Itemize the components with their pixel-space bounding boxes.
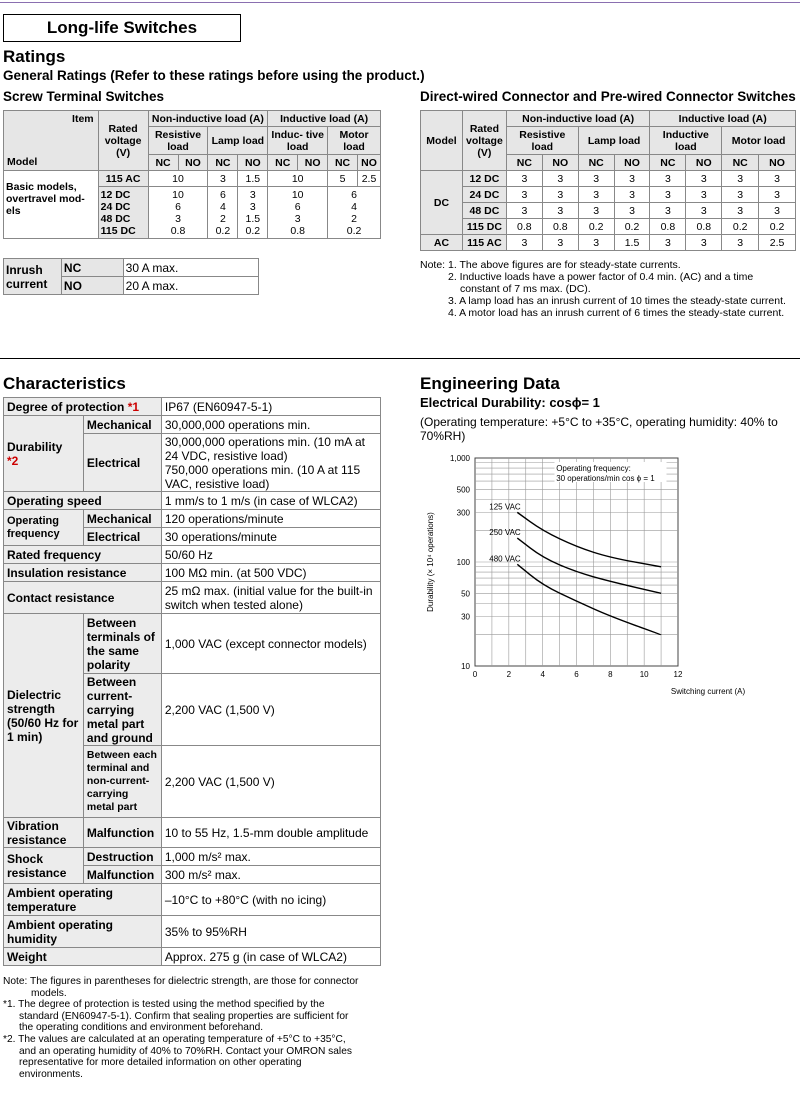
note-line: constant of 7 ms max. (DC). bbox=[460, 283, 591, 295]
footnote-mark: *1 bbox=[127, 399, 140, 414]
note-line: standard (EN60947-5-1). Confirm that sealing properties are sufficient for bbox=[19, 1010, 349, 1022]
cell: 3 bbox=[542, 187, 578, 203]
direct-notes bbox=[420, 259, 800, 319]
cell-value: 3 bbox=[175, 212, 181, 225]
durability-mechanical-label: Mechanical bbox=[83, 416, 161, 434]
cell: 5 bbox=[328, 171, 358, 187]
inrush-label: Inrush current bbox=[4, 259, 62, 295]
note-line: representative for more detailed information on other operating bbox=[19, 1057, 302, 1069]
ambient-humidity-value: 35% to 95%RH bbox=[161, 916, 380, 948]
inrush-no-label: NO bbox=[61, 277, 123, 295]
note-line: *2. The values are calculated at an operating temperature of +5°C to +35°C, bbox=[3, 1033, 346, 1045]
nc-header: NC bbox=[148, 155, 178, 171]
weight-value: Approx. 275 g (in case of WLCA2) bbox=[161, 948, 380, 966]
note-line: environments. bbox=[19, 1068, 83, 1080]
note-line: 2. Inductive loads have a power factor of 0.4 min. (AC) and a time bbox=[448, 271, 754, 283]
chart-annotation: Operating frequency: bbox=[556, 464, 631, 473]
durability-label bbox=[4, 416, 84, 492]
cell: 10 bbox=[148, 171, 208, 187]
direct-header-noninductive: Non-inductive load (A) bbox=[506, 111, 650, 127]
voltage-dc-list bbox=[98, 187, 148, 239]
inrush-no-value: 20 A max. bbox=[123, 277, 258, 295]
cell: 0.2 bbox=[578, 219, 614, 235]
cell: 3 bbox=[542, 203, 578, 219]
cell: 0.2 bbox=[759, 219, 796, 235]
cell: 2.5 bbox=[357, 171, 380, 187]
lamp-no-dc-cell bbox=[238, 187, 268, 239]
op-freq-mechanical-value: 120 operations/minute bbox=[161, 510, 380, 528]
cell-value: 10 bbox=[291, 188, 304, 201]
x-tick-label: 12 bbox=[673, 670, 683, 679]
cell: 3 bbox=[686, 187, 722, 203]
voltage-12dc: 12 DC bbox=[100, 188, 131, 201]
cell: 3 bbox=[506, 203, 542, 219]
dielectric-sub-1: Between terminals of the same polarity bbox=[83, 614, 161, 674]
dielectric-value-3: 2,200 VAC (1,500 V) bbox=[161, 746, 380, 818]
cell: 3 bbox=[506, 171, 542, 187]
cell: 3 bbox=[722, 171, 759, 187]
insulation-label: Insulation resistance bbox=[4, 564, 162, 582]
lamp-nc-dc-cell bbox=[208, 187, 238, 239]
motor-dc-cell bbox=[328, 187, 381, 239]
cell: 0.2 bbox=[722, 219, 759, 235]
cell: 3 bbox=[578, 187, 614, 203]
note-line: the operating conditions and environment beforehand. bbox=[19, 1022, 264, 1034]
direct-wired-table bbox=[420, 110, 796, 251]
dielectric-sub-3: Between each terminal and non-current-carrying metal part bbox=[83, 746, 161, 818]
op-freq-electrical-label: Electrical bbox=[83, 528, 161, 546]
ambient-temp-value: –10°C to +80°C (with no icing) bbox=[161, 884, 380, 916]
cell: 3 bbox=[650, 187, 686, 203]
durability-chart bbox=[420, 448, 800, 708]
screw-title: Screw Terminal Switches bbox=[3, 89, 165, 104]
value-line: 30,000,000 operations min. (10 mA at 24 VDC, resistive load) bbox=[164, 434, 365, 463]
note-line: and an operating humidity of 40% to 70%RH. Contact your OMRON sales bbox=[19, 1045, 352, 1057]
cell: 2.5 bbox=[759, 235, 796, 251]
cell: 3 bbox=[542, 235, 578, 251]
cell-value: 3 bbox=[249, 200, 256, 213]
op-freq-mechanical-label: Mechanical bbox=[83, 510, 161, 528]
x-tick-label: 8 bbox=[608, 670, 613, 679]
characteristics-notes bbox=[3, 976, 383, 1080]
cell: 3 bbox=[578, 171, 614, 187]
cell: 0.8 bbox=[650, 219, 686, 235]
dielectric-label: Dielectric strength (50/60 Hz for 1 min) bbox=[4, 614, 84, 818]
vibration-label: Vibration resistance bbox=[4, 818, 84, 848]
cell: 3 bbox=[722, 203, 759, 219]
header-noninductive: Non-inductive load (A) bbox=[148, 111, 268, 127]
shock-value-1: 1,000 m/s² max. bbox=[161, 848, 380, 866]
characteristics-heading: Characteristics bbox=[3, 374, 126, 393]
cell-value: 3 bbox=[249, 188, 256, 201]
direct-voltage: 24 DC bbox=[462, 187, 506, 203]
cell: 3 bbox=[542, 171, 578, 187]
x-tick-label: 4 bbox=[540, 670, 545, 679]
cell: 10 bbox=[268, 171, 328, 187]
rated-freq-value: 50/60 Hz bbox=[161, 546, 380, 564]
op-freq-label: Operating frequency bbox=[4, 510, 84, 546]
cell: 0.8 bbox=[686, 219, 722, 235]
cell: 3 bbox=[686, 235, 722, 251]
cell-value: 0.8 bbox=[290, 224, 305, 237]
model-label: Basic models, overtravel mod- els bbox=[4, 171, 99, 239]
durability-label-text: Durability bbox=[7, 439, 63, 454]
chart-ylabel: Durability (× 10⁴ operations) bbox=[426, 512, 435, 612]
x-tick-label: 6 bbox=[574, 670, 579, 679]
durability-electrical-value bbox=[161, 434, 380, 492]
nc-header: NC bbox=[208, 155, 238, 171]
chart-series bbox=[489, 502, 661, 634]
header-model: Model bbox=[7, 156, 38, 168]
no-header: NO bbox=[178, 155, 208, 171]
cell: 3 bbox=[650, 235, 686, 251]
protection-value: IP67 (EN60947-5-1) bbox=[161, 398, 380, 416]
cell: 3 bbox=[614, 203, 650, 219]
cell: 1.5 bbox=[614, 235, 650, 251]
vibration-value: 10 to 55 Hz, 1.5-mm double amplitude bbox=[161, 818, 380, 848]
cell-value: 6 bbox=[219, 188, 226, 201]
nc-header: NC bbox=[650, 155, 686, 171]
nc-header: NC bbox=[506, 155, 542, 171]
section-divider bbox=[0, 358, 800, 359]
cell-value: 6 bbox=[351, 188, 357, 201]
note-line: 3. A lamp load has an inrush current of 10 times the steady-state current. bbox=[448, 295, 786, 307]
header-item: Item bbox=[72, 113, 94, 125]
series-label: 125 VAC bbox=[489, 502, 521, 512]
series-label: 480 VAC bbox=[489, 554, 521, 564]
no-header: NO bbox=[238, 155, 268, 171]
nc-header: NC bbox=[578, 155, 614, 171]
direct-header-motor: Motor load bbox=[722, 127, 796, 155]
header-inductive: Inductive load (A) bbox=[268, 111, 381, 127]
header-motor: Motor load bbox=[328, 127, 381, 155]
nc-header: NC bbox=[268, 155, 298, 171]
series-line bbox=[517, 512, 661, 566]
cell-value: 2 bbox=[351, 212, 357, 225]
chart-annotation: 30 operations/min cos ϕ = 1 bbox=[556, 474, 655, 483]
op-freq-electrical-value: 30 operations/minute bbox=[161, 528, 380, 546]
direct-title: Direct-wired Connector and Pre-wired Connector Switches bbox=[420, 89, 796, 104]
voltage-115dc: 115 DC bbox=[100, 224, 136, 237]
note-line: Note: 1. The above figures are for steady-state currents. bbox=[420, 259, 681, 271]
voltage-115ac: 115 AC bbox=[98, 171, 148, 187]
header-resistive: Resistive load bbox=[148, 127, 208, 155]
cell: 3 bbox=[759, 187, 796, 203]
weight-label: Weight bbox=[4, 948, 162, 966]
shock-label: Shock resistance bbox=[4, 848, 84, 884]
cell: 3 bbox=[650, 203, 686, 219]
direct-header-rated: Rated voltage (V) bbox=[462, 111, 506, 171]
shock-sub-2: Malfunction bbox=[83, 866, 161, 884]
y-tick-label: 30 bbox=[461, 612, 470, 622]
shock-sub-1: Destruction bbox=[83, 848, 161, 866]
cell-value: 0.2 bbox=[346, 224, 362, 237]
cell-value: 1.5 bbox=[245, 212, 261, 225]
cell: 3 bbox=[722, 187, 759, 203]
cell: 3 bbox=[614, 187, 650, 203]
x-tick-label: 0 bbox=[472, 670, 478, 679]
vibration-sub: Malfunction bbox=[83, 818, 161, 848]
header-lamp: Lamp load bbox=[208, 127, 268, 155]
note-line: 4. A motor load has an inrush current of 6 times the steady-state current. bbox=[448, 307, 785, 319]
ratings-heading: Ratings bbox=[3, 47, 66, 66]
direct-header-resistive: Resistive load bbox=[506, 127, 578, 155]
cell-value: 0.8 bbox=[170, 224, 186, 237]
no-header: NO bbox=[298, 155, 328, 171]
x-tick-label: 2 bbox=[506, 670, 512, 679]
dielectric-sub-2: Between current-carrying metal part and ground bbox=[83, 674, 161, 746]
series-label: 250 VAC bbox=[489, 528, 521, 538]
cell: 3 bbox=[686, 203, 722, 219]
cell: 3 bbox=[722, 235, 759, 251]
cell: 3 bbox=[614, 171, 650, 187]
dielectric-value-1: 1,000 VAC (except connector models) bbox=[161, 614, 380, 674]
cell-value: 6 bbox=[294, 200, 301, 213]
value-line: 750,000 operations min. (10 A at 115 VAC, resistive load) bbox=[164, 462, 361, 491]
voltage-48dc: 48 DC bbox=[100, 212, 131, 225]
no-header: NO bbox=[759, 155, 796, 171]
page-title: Long-life Switches bbox=[3, 14, 241, 42]
ambient-humidity-label: Ambient operating humidity bbox=[4, 916, 162, 948]
protection-label-text: Degree of protection bbox=[7, 399, 125, 414]
cell: 0.2 bbox=[614, 219, 650, 235]
cell-value: 2 bbox=[219, 212, 226, 225]
note-line: Note: The figures in parentheses for dielectric strength, are those for connector bbox=[3, 976, 359, 987]
cell: 0.8 bbox=[506, 219, 542, 235]
cell: 3 bbox=[506, 235, 542, 251]
no-header: NO bbox=[357, 155, 380, 171]
resistive-dc-cell bbox=[148, 187, 208, 239]
nc-header: NC bbox=[328, 155, 358, 171]
x-tick-label: 10 bbox=[639, 670, 649, 679]
protection-label bbox=[4, 398, 162, 416]
note-line: models. bbox=[31, 987, 67, 999]
ratings-subheading: General Ratings (Refer to these ratings before using the product.) bbox=[3, 68, 425, 83]
inrush-nc-label: NC bbox=[61, 259, 123, 277]
engineering-condition: (Operating temperature: +5°C to +35°C, operating humidity: 40% to 70%RH) bbox=[420, 415, 778, 443]
y-tick-label: 300 bbox=[456, 508, 470, 518]
header-rated-voltage: Rated voltage (V) bbox=[98, 111, 148, 171]
induc-dc-cell bbox=[268, 187, 328, 239]
op-speed-label: Operating speed bbox=[4, 492, 162, 510]
rated-freq-label: Rated frequency bbox=[4, 546, 162, 564]
voltage-24dc: 24 DC bbox=[100, 200, 131, 213]
direct-dc-label: DC bbox=[421, 171, 463, 235]
dielectric-value-2: 2,200 VAC (1,500 V) bbox=[161, 674, 380, 746]
y-tick-label: 1,000 bbox=[449, 454, 470, 463]
ambient-temp-label: Ambient operating temperature bbox=[4, 884, 162, 916]
chart-xlabel: Switching current (A) bbox=[670, 687, 746, 696]
nc-header: NC bbox=[722, 155, 759, 171]
cell: 1.5 bbox=[238, 171, 268, 187]
durability-mechanical-value: 30,000,000 operations min. bbox=[161, 416, 380, 434]
engineering-heading: Engineering Data bbox=[420, 374, 560, 393]
inrush-table bbox=[3, 258, 259, 295]
header-induc: Induc- tive load bbox=[268, 127, 328, 155]
y-tick-label: 100 bbox=[456, 558, 470, 567]
y-tick-label: 10 bbox=[461, 662, 470, 671]
direct-voltage: 115 DC bbox=[462, 219, 506, 235]
cell: 3 bbox=[759, 171, 796, 187]
direct-ac-label: AC bbox=[421, 235, 463, 251]
direct-voltage: 12 DC bbox=[462, 171, 506, 187]
cell: 0.8 bbox=[542, 219, 578, 235]
no-header: NO bbox=[542, 155, 578, 171]
item-model-header bbox=[4, 111, 99, 171]
cell-value: 6 bbox=[175, 200, 181, 213]
no-header: NO bbox=[686, 155, 722, 171]
y-tick-label: 500 bbox=[456, 485, 470, 495]
no-header: NO bbox=[614, 155, 650, 171]
cell: 3 bbox=[686, 171, 722, 187]
direct-header-model: Model bbox=[421, 111, 463, 171]
top-rule bbox=[0, 2, 800, 3]
cell-value: 10 bbox=[172, 188, 184, 201]
cell-value: 4 bbox=[351, 200, 357, 213]
cell-value: 0.2 bbox=[215, 224, 231, 237]
shock-value-2: 300 m/s² max. bbox=[161, 866, 380, 884]
characteristics-table bbox=[3, 397, 381, 966]
op-speed-value: 1 mm/s to 1 m/s (in case of WLCA2) bbox=[161, 492, 380, 510]
contact-value: 25 mΩ max. (initial value for the built-in switch when tested alone) bbox=[161, 582, 380, 614]
direct-header-inductive: Inductive load (A) bbox=[650, 111, 796, 127]
cell: 3 bbox=[650, 171, 686, 187]
direct-header-induc: Inductive load bbox=[650, 127, 722, 155]
direct-voltage: 115 AC bbox=[462, 235, 506, 251]
cell: 3 bbox=[759, 203, 796, 219]
engineering-subheading: Electrical Durability: cosϕ= 1 bbox=[420, 395, 600, 410]
footnote-mark: *2 bbox=[7, 453, 19, 468]
cell-value: 4 bbox=[219, 200, 226, 213]
cell: 3 bbox=[578, 203, 614, 219]
durability-electrical-label: Electrical bbox=[83, 434, 161, 492]
contact-label: Contact resistance bbox=[4, 582, 162, 614]
y-tick-label: 50 bbox=[461, 589, 470, 599]
direct-voltage: 48 DC bbox=[462, 203, 506, 219]
direct-header-lamp: Lamp load bbox=[578, 127, 650, 155]
cell: 3 bbox=[578, 235, 614, 251]
cell: 3 bbox=[208, 171, 238, 187]
note-line: *1. The degree of protection is tested using the method specified by the bbox=[3, 999, 325, 1011]
cell-value: 3 bbox=[294, 212, 301, 225]
screw-terminal-table bbox=[3, 110, 381, 239]
inrush-nc-value: 30 A max. bbox=[123, 259, 258, 277]
cell-value: 0.2 bbox=[245, 224, 261, 237]
cell: 3 bbox=[506, 187, 542, 203]
insulation-value: 100 MΩ min. (at 500 VDC) bbox=[161, 564, 380, 582]
